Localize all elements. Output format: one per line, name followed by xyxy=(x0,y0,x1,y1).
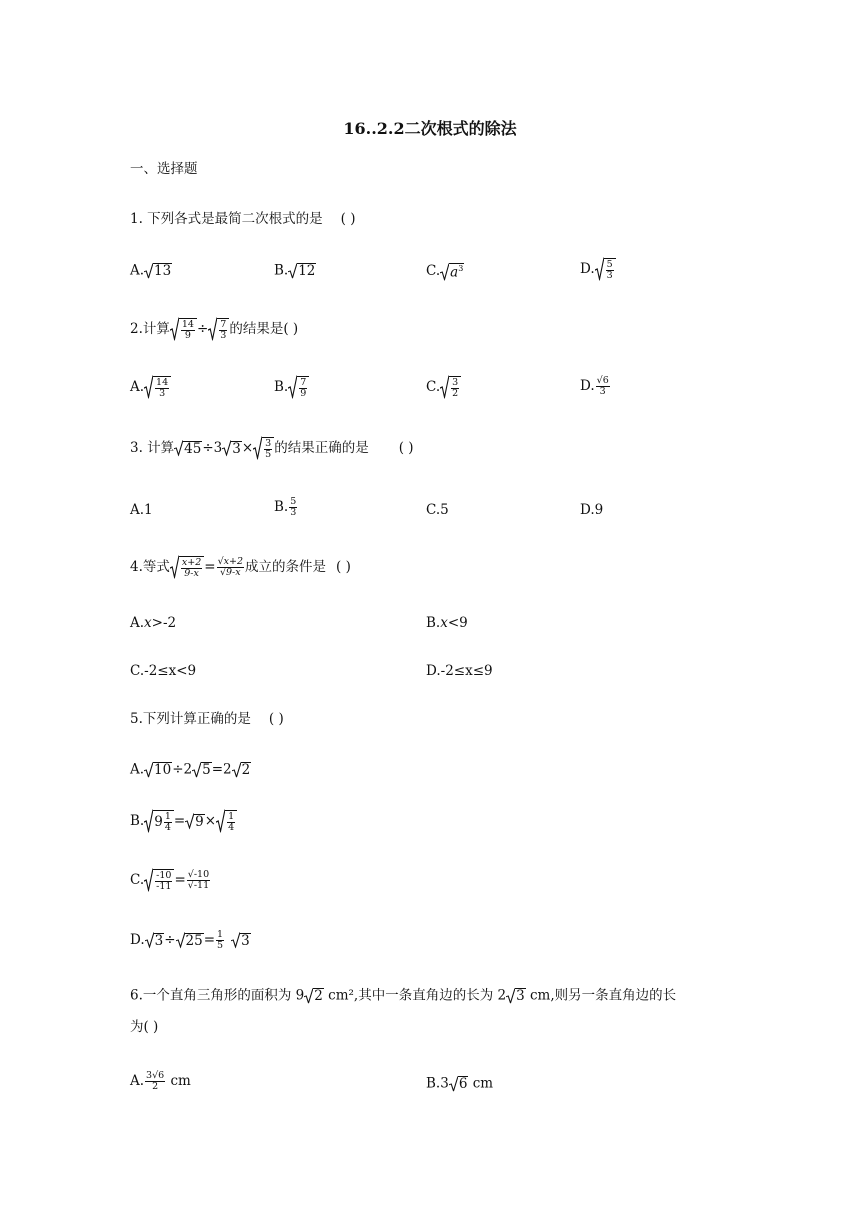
q2-option-d: D. $\frac{√6}{3}$ xyxy=(580,375,609,397)
q5-option-d: D. 3÷ 25= $\frac{1}{5}$ 3 xyxy=(130,929,250,951)
q4-option-d: D.-2≤x≤9 xyxy=(426,663,493,679)
q3-option-b: B. $\frac{5}{3}$ xyxy=(274,496,297,518)
question-5-stem: 5.下列计算正确的是 ( ) xyxy=(130,711,284,727)
q1-option-c: C. $a^3$ xyxy=(426,263,464,281)
q2-option-c: C. $\frac{3}{2}$ xyxy=(426,376,461,399)
page-title: 16..2.2二次根式的除法 xyxy=(343,119,517,138)
q1-option-d: D. $\frac{5}{3}$ xyxy=(580,258,616,281)
q3-option-d: D.9 xyxy=(580,502,604,518)
q5-option-c: C. $\frac{-10}{-11}$ = $\frac{√-10}{√-11}$ xyxy=(130,869,210,892)
question-4-stem: 4.等式 $\frac{x+2}{9-x}$ = $\frac{√x+2}{√9-x}$ 成立的条件是 ( ) xyxy=(130,556,351,579)
q2-option-b: B. $\frac{7}{9}$ xyxy=(274,376,309,399)
q1-option-a: A. 13 xyxy=(130,262,172,279)
question-6-stem-line-1: 6.一个直角三角形的面积为 9 2 cm²,其中一条直角边的长为 2 3 cm,则另一条直角边的长 xyxy=(130,987,677,1004)
q3-option-a: A.1 xyxy=(130,502,153,518)
q3-option-c: C.5 xyxy=(426,502,449,518)
question-6-stem-line-2: 为( ) xyxy=(130,1019,159,1035)
q2-option-a: A. $\frac{14}{3}$ xyxy=(130,376,171,399)
q1-option-b: B. 12 xyxy=(274,262,316,279)
question-2-stem: 2.计算 $\frac{14}{9}$ ÷ $\frac{7}{3}$ 的结果是( ) xyxy=(130,319,299,341)
q4-option-a: A.x>-2 xyxy=(130,615,177,631)
question-3-stem: 3. 计算 45÷3 3× $\frac{3}{5}$ 的结果正确的是 ( ) xyxy=(130,438,414,460)
answer-blank: ( ) xyxy=(398,439,414,456)
q4-option-c: C.-2≤x<9 xyxy=(130,663,197,679)
answer-blank: ( ) xyxy=(340,211,356,227)
question-1-stem: 1. 下列各式是最简二次根式的是 ( ) xyxy=(130,211,356,227)
answer-blank: ( ) xyxy=(336,558,351,575)
q4-option-b: B.x<9 xyxy=(426,615,468,631)
answer-blank: ( ) xyxy=(268,711,284,727)
section-heading: 一、选择题 xyxy=(130,161,198,177)
q6-option-b: B.3 6 cm xyxy=(426,1075,494,1092)
q5-option-a: A. 10÷2 5=2 2 xyxy=(130,761,251,778)
q6-option-a: A. $\frac{3√6}{2}$ cm xyxy=(130,1070,191,1092)
q5-option-b: B. 9 $\frac{1}{4}$ = 9× $\frac{1}{4}$ xyxy=(130,810,237,833)
